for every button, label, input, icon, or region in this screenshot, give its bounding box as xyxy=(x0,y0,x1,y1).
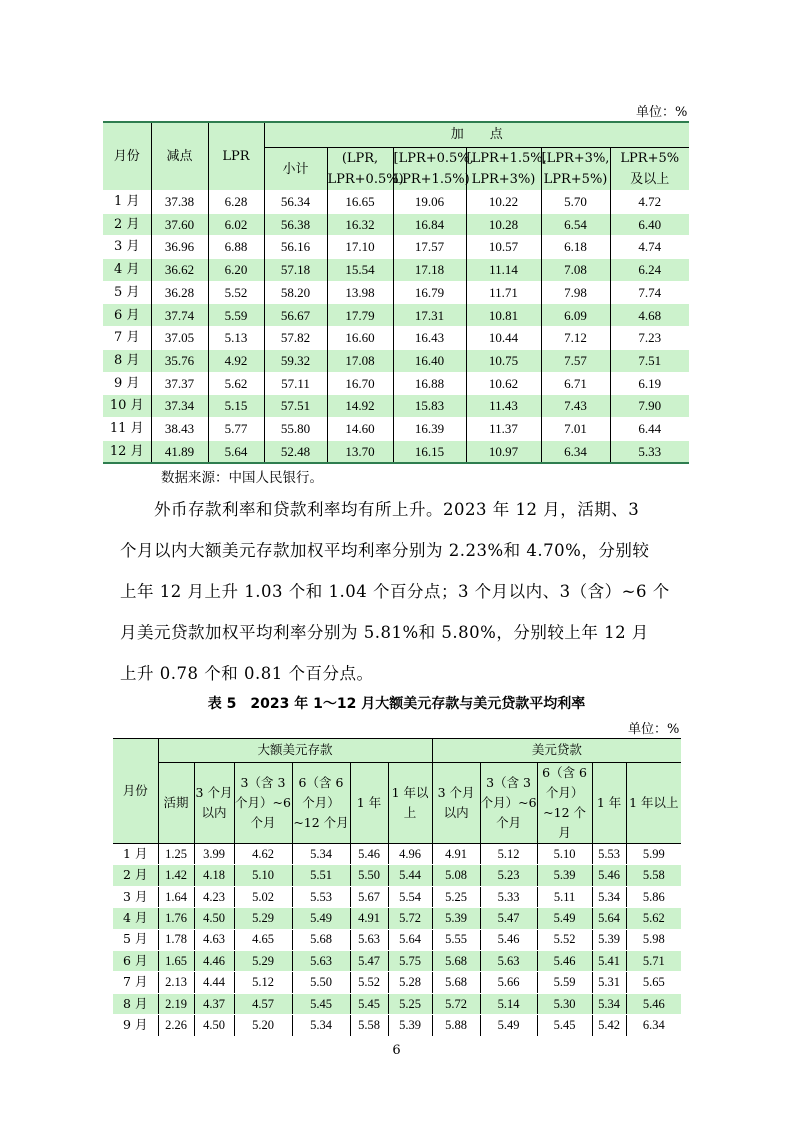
table-cell: 17.31 xyxy=(393,304,466,327)
table-cell: 4.50 xyxy=(194,1015,234,1036)
table2-unit: 单位：% xyxy=(628,722,680,737)
row-month-cell: 1 月 xyxy=(113,844,158,865)
table-cell: 4.23 xyxy=(194,886,234,907)
header-loan-over-1y: 1 年以上 xyxy=(626,763,681,844)
table-cell: 16.88 xyxy=(393,372,466,395)
table-cell: 5.46 xyxy=(537,950,592,971)
table-cell: 36.96 xyxy=(151,236,208,259)
table-cell: 5.68 xyxy=(432,972,480,993)
table-cell: 5.52 xyxy=(350,972,388,993)
table-cell: 17.57 xyxy=(393,236,466,259)
table-cell: 6.18 xyxy=(541,236,610,259)
table-cell: 6.19 xyxy=(610,372,689,395)
table-cell: 4.92 xyxy=(208,349,264,372)
table-cell: 5.46 xyxy=(626,993,681,1014)
table-cell: 6.24 xyxy=(610,259,689,282)
paragraph-line-4: 月美元贷款加权平均利率分别为 5.81%和 5.80%，分别较上年 12 月 xyxy=(120,623,649,642)
table-cell: 5.55 xyxy=(432,929,480,950)
table-cell: 6.34 xyxy=(626,1015,681,1036)
table-cell: 11.14 xyxy=(466,259,541,282)
table-cell: 4.18 xyxy=(194,865,234,886)
table-cell: 5.53 xyxy=(592,844,626,865)
table-row xyxy=(103,440,689,463)
table-cell: 5.02 xyxy=(234,886,292,907)
table-cell: 5.52 xyxy=(537,929,592,950)
table-cell: 17.10 xyxy=(327,236,393,259)
table-cell: 57.11 xyxy=(264,372,327,395)
table-cell: 7.98 xyxy=(541,281,610,304)
row-month-cell: 5 月 xyxy=(103,281,151,304)
table-cell: 4.37 xyxy=(194,993,234,1014)
table-cell: 7.57 xyxy=(541,349,610,372)
row-month-cell: 9 月 xyxy=(103,372,151,395)
table-cell: 5.12 xyxy=(234,972,292,993)
table-cell: 38.43 xyxy=(151,417,208,440)
header-range-2: [LPR+0.5%, LPR+1.5%) xyxy=(393,148,466,191)
table-cell: 5.29 xyxy=(234,908,292,929)
table-cell: 2.19 xyxy=(158,993,194,1014)
header-range-3: [LPR+1.5%, LPR+3%) xyxy=(466,148,541,191)
table-cell: 17.79 xyxy=(327,304,393,327)
header-deposit-6-12m: 6（含 6 个月）~12 个月 xyxy=(292,763,350,844)
table-cell: 5.62 xyxy=(208,372,264,395)
table-cell: 5.62 xyxy=(626,908,681,929)
table-row xyxy=(103,349,689,372)
table-cell: 5.72 xyxy=(388,908,432,929)
table-cell: 5.71 xyxy=(626,950,681,971)
table-row xyxy=(113,950,681,971)
table-cell: 10.22 xyxy=(466,191,541,214)
table-cell: 5.10 xyxy=(234,865,292,886)
table-cell: 16.60 xyxy=(327,327,393,350)
row-month-cell: 9 月 xyxy=(113,1015,158,1036)
row-month-cell: 7 月 xyxy=(103,327,151,350)
header-deposit-3m: 3 个月以内 xyxy=(194,763,234,844)
table-cell: 5.49 xyxy=(292,908,350,929)
table-cell: 55.80 xyxy=(264,417,327,440)
table-cell: 37.37 xyxy=(151,372,208,395)
table-cell: 5.45 xyxy=(537,1015,592,1036)
table-cell: 5.68 xyxy=(292,929,350,950)
table-cell: 7.08 xyxy=(541,259,610,282)
table-cell: 7.74 xyxy=(610,281,689,304)
table-cell: 7.23 xyxy=(610,327,689,350)
table-cell: 6.02 xyxy=(208,213,264,236)
table-cell: 16.39 xyxy=(393,417,466,440)
table-cell: 5.11 xyxy=(537,886,592,907)
page-number: 6 xyxy=(392,1043,401,1058)
table-cell: 16.40 xyxy=(393,349,466,372)
header-reduce: 减点 xyxy=(151,122,208,191)
table-row xyxy=(103,304,689,327)
table-cell: 14.60 xyxy=(327,417,393,440)
table1-unit: 单位：% xyxy=(636,105,688,120)
table-cell: 59.32 xyxy=(264,349,327,372)
table-row xyxy=(103,191,689,214)
table-cell: 7.43 xyxy=(541,395,610,418)
table-cell: 16.15 xyxy=(393,440,466,463)
header-loan-1y: 1 年 xyxy=(592,763,626,844)
header-deposit-1y: 1 年 xyxy=(350,763,388,844)
row-month-cell: 7 月 xyxy=(113,972,158,993)
table-cell: 5.58 xyxy=(350,1015,388,1036)
row-month-cell: 2 月 xyxy=(113,865,158,886)
table-cell: 16.65 xyxy=(327,191,393,214)
table-cell: 5.12 xyxy=(480,844,537,865)
table-cell: 4.57 xyxy=(234,993,292,1014)
lpr-spread-table xyxy=(103,121,689,464)
table-cell: 2.26 xyxy=(158,1015,194,1036)
table-cell: 6.44 xyxy=(610,417,689,440)
table-cell: 5.13 xyxy=(208,327,264,350)
table-cell: 5.33 xyxy=(610,440,689,463)
row-month-cell: 1 月 xyxy=(103,191,151,214)
table-cell: 5.66 xyxy=(480,972,537,993)
table-cell: 7.01 xyxy=(541,417,610,440)
table-cell: 5.49 xyxy=(480,1015,537,1036)
table-cell: 4.63 xyxy=(194,929,234,950)
table-cell: 4.96 xyxy=(388,844,432,865)
paragraph-line-3: 上年 12 月上升 1.03 个和 1.04 个百分点；3 个月以内、3（含）~6 个 xyxy=(120,582,670,601)
paragraph-line-1: 外币存款利率和贷款利率均有所上升。2023 年 12 月，活期、3 xyxy=(120,500,640,519)
table-cell: 5.63 xyxy=(480,950,537,971)
table-cell: 11.71 xyxy=(466,281,541,304)
row-month-cell: 4 月 xyxy=(103,259,151,282)
table-cell: 10.75 xyxy=(466,349,541,372)
table-cell: 10.97 xyxy=(466,440,541,463)
table-row xyxy=(113,972,681,993)
row-month-cell: 6 月 xyxy=(113,950,158,971)
table-row xyxy=(103,372,689,395)
row-month-cell: 3 月 xyxy=(103,236,151,259)
table-cell: 10.81 xyxy=(466,304,541,327)
row-month-cell: 5 月 xyxy=(113,929,158,950)
table-cell: 5.10 xyxy=(537,844,592,865)
table-cell: 5.65 xyxy=(626,972,681,993)
table-cell: 5.64 xyxy=(388,929,432,950)
table-cell: 57.82 xyxy=(264,327,327,350)
header-month: 月份 xyxy=(103,122,151,191)
table-cell: 13.70 xyxy=(327,440,393,463)
table-cell: 5.63 xyxy=(292,950,350,971)
row-month-cell: 4 月 xyxy=(113,908,158,929)
table2-caption: 表 5 2023 年 1～12 月大额美元存款与美元贷款平均利率 xyxy=(207,696,586,712)
table-cell: 5.64 xyxy=(208,440,264,463)
table-cell: 5.34 xyxy=(592,993,626,1014)
table-cell: 5.41 xyxy=(592,950,626,971)
row-month-cell: 6 月 xyxy=(103,304,151,327)
table-cell: 5.31 xyxy=(592,972,626,993)
table-cell: 5.99 xyxy=(626,844,681,865)
table-cell: 4.74 xyxy=(610,236,689,259)
table1-body xyxy=(103,191,689,464)
table-cell: 7.12 xyxy=(541,327,610,350)
table-row xyxy=(113,886,681,907)
table-cell: 5.46 xyxy=(592,865,626,886)
row-month-cell: 8 月 xyxy=(113,993,158,1014)
header-range-4: [LPR+3%, LPR+5%) xyxy=(541,148,610,191)
table-cell: 5.39 xyxy=(388,1015,432,1036)
table-cell: 5.98 xyxy=(626,929,681,950)
header-lpr: LPR xyxy=(208,122,264,191)
table-cell: 56.16 xyxy=(264,236,327,259)
table-cell: 5.70 xyxy=(541,191,610,214)
table-cell: 56.38 xyxy=(264,213,327,236)
table-row xyxy=(113,993,681,1014)
table-cell: 5.34 xyxy=(592,886,626,907)
table-cell: 19.06 xyxy=(393,191,466,214)
table-row xyxy=(103,236,689,259)
table-cell: 57.18 xyxy=(264,259,327,282)
header-range-5: LPR+5% 及以上 xyxy=(610,148,689,191)
table-cell: 4.62 xyxy=(234,844,292,865)
table-cell: 14.92 xyxy=(327,395,393,418)
table-cell: 3.99 xyxy=(194,844,234,865)
table-cell: 35.76 xyxy=(151,349,208,372)
table-row xyxy=(113,1015,681,1036)
header-loan-6-12m: 6（含 6 个月）~12 个月 xyxy=(537,763,592,844)
table-cell: 1.42 xyxy=(158,865,194,886)
table-cell: 5.28 xyxy=(388,972,432,993)
table-cell: 5.64 xyxy=(592,908,626,929)
header-deposit: 大额美元存款 xyxy=(158,739,432,763)
table-cell: 37.34 xyxy=(151,395,208,418)
table-cell: 11.43 xyxy=(466,395,541,418)
table-cell: 5.34 xyxy=(292,1015,350,1036)
table-cell: 4.46 xyxy=(194,950,234,971)
table-cell: 5.42 xyxy=(592,1015,626,1036)
table-cell: 5.45 xyxy=(350,993,388,1014)
table-row xyxy=(103,259,689,282)
table-cell: 5.39 xyxy=(537,865,592,886)
table-cell: 5.68 xyxy=(432,950,480,971)
header-loan-3m: 3 个月以内 xyxy=(432,763,480,844)
table-cell: 36.62 xyxy=(151,259,208,282)
table-cell: 58.20 xyxy=(264,281,327,304)
table-cell: 37.74 xyxy=(151,304,208,327)
table-cell: 37.60 xyxy=(151,213,208,236)
table-cell: 10.28 xyxy=(466,213,541,236)
table-row xyxy=(103,213,689,236)
table-cell: 2.13 xyxy=(158,972,194,993)
header-subtotal: 小计 xyxy=(264,148,327,191)
table-cell: 6.88 xyxy=(208,236,264,259)
table-cell: 5.25 xyxy=(388,993,432,1014)
table-cell: 16.84 xyxy=(393,213,466,236)
table-cell: 6.71 xyxy=(541,372,610,395)
paragraph-line-2: 个月以内大额美元存款加权平均利率分别为 2.23%和 4.70%，分别较 xyxy=(120,541,650,560)
paragraph-line-5: 上升 0.78 个和 0.81 个百分点。 xyxy=(120,664,374,683)
row-month-cell: 12 月 xyxy=(103,440,151,463)
table-cell: 5.47 xyxy=(350,950,388,971)
table-cell: 1.64 xyxy=(158,886,194,907)
table-cell: 37.05 xyxy=(151,327,208,350)
table-cell: 6.20 xyxy=(208,259,264,282)
table-cell: 10.44 xyxy=(466,327,541,350)
table-cell: 5.49 xyxy=(537,908,592,929)
table-cell: 56.67 xyxy=(264,304,327,327)
table-cell: 5.25 xyxy=(432,886,480,907)
table-row xyxy=(103,281,689,304)
table-cell: 5.63 xyxy=(350,929,388,950)
table-cell: 4.91 xyxy=(432,844,480,865)
table-cell: 4.91 xyxy=(350,908,388,929)
table-row xyxy=(103,327,689,350)
header-deposit-over-1y: 1 年以上 xyxy=(388,763,432,844)
table-cell: 10.62 xyxy=(466,372,541,395)
table-cell: 5.59 xyxy=(208,304,264,327)
table-cell: 4.72 xyxy=(610,191,689,214)
table-cell: 15.54 xyxy=(327,259,393,282)
header-add: 加 点 xyxy=(264,122,689,148)
table-cell: 5.58 xyxy=(626,865,681,886)
table-cell: 5.53 xyxy=(292,886,350,907)
table-cell: 5.86 xyxy=(626,886,681,907)
table-cell: 5.20 xyxy=(234,1015,292,1036)
table-row xyxy=(103,417,689,440)
table-cell: 5.67 xyxy=(350,886,388,907)
table-cell: 6.34 xyxy=(541,440,610,463)
table-cell: 56.34 xyxy=(264,191,327,214)
header-deposit-demand: 活期 xyxy=(158,763,194,844)
table-cell: 4.65 xyxy=(234,929,292,950)
table-row xyxy=(113,908,681,929)
table-row xyxy=(103,395,689,418)
table-cell: 6.54 xyxy=(541,213,610,236)
table-cell: 5.59 xyxy=(537,972,592,993)
table-cell: 5.39 xyxy=(432,908,480,929)
table-cell: 5.44 xyxy=(388,865,432,886)
table-cell: 5.23 xyxy=(480,865,537,886)
table-row xyxy=(113,844,681,865)
table-cell: 5.88 xyxy=(432,1015,480,1036)
table-cell: 4.68 xyxy=(610,304,689,327)
table-cell: 1.78 xyxy=(158,929,194,950)
table-cell: 5.77 xyxy=(208,417,264,440)
table-cell: 41.89 xyxy=(151,440,208,463)
table-cell: 5.52 xyxy=(208,281,264,304)
row-month-cell: 8 月 xyxy=(103,349,151,372)
table-cell: 36.28 xyxy=(151,281,208,304)
table-cell: 1.25 xyxy=(158,844,194,865)
table2-body xyxy=(113,844,681,1037)
table-row xyxy=(113,865,681,886)
table-cell: 5.33 xyxy=(480,886,537,907)
table-cell: 16.32 xyxy=(327,213,393,236)
header-range-1: (LPR, LPR+0.5%) xyxy=(327,148,393,191)
table-cell: 1.76 xyxy=(158,908,194,929)
table-cell: 17.18 xyxy=(393,259,466,282)
table-cell: 6.40 xyxy=(610,213,689,236)
header-loan: 美元贷款 xyxy=(432,739,681,763)
table-cell: 5.47 xyxy=(480,908,537,929)
table-cell: 16.70 xyxy=(327,372,393,395)
table-cell: 5.30 xyxy=(537,993,592,1014)
table-cell: 5.50 xyxy=(350,865,388,886)
table-cell: 16.79 xyxy=(393,281,466,304)
table-cell: 5.50 xyxy=(292,972,350,993)
table-cell: 5.14 xyxy=(480,993,537,1014)
table-cell: 4.50 xyxy=(194,908,234,929)
table-cell: 5.46 xyxy=(480,929,537,950)
table-cell: 13.98 xyxy=(327,281,393,304)
table-cell: 7.90 xyxy=(610,395,689,418)
table-cell: 5.54 xyxy=(388,886,432,907)
table-cell: 17.08 xyxy=(327,349,393,372)
table-cell: 10.57 xyxy=(466,236,541,259)
row-month-cell: 10 月 xyxy=(103,395,151,418)
table-cell: 5.39 xyxy=(592,929,626,950)
table-cell: 6.28 xyxy=(208,191,264,214)
table-cell: 15.83 xyxy=(393,395,466,418)
table-cell: 37.38 xyxy=(151,191,208,214)
table-cell: 1.65 xyxy=(158,950,194,971)
table-cell: 5.45 xyxy=(292,993,350,1014)
data-source-note: 数据来源：中国人民银行。 xyxy=(161,470,323,486)
header-loan-3-6m: 3（含 3 个月）~6 个月 xyxy=(480,763,537,844)
table-cell: 5.15 xyxy=(208,395,264,418)
row-month-cell: 11 月 xyxy=(103,417,151,440)
usd-rate-table xyxy=(113,738,681,1037)
table-cell: 16.43 xyxy=(393,327,466,350)
table-cell: 7.51 xyxy=(610,349,689,372)
table-cell: 5.08 xyxy=(432,865,480,886)
table-cell: 57.51 xyxy=(264,395,327,418)
table-cell: 6.09 xyxy=(541,304,610,327)
row-month-cell: 3 月 xyxy=(113,886,158,907)
row-month-cell: 2 月 xyxy=(103,213,151,236)
table-cell: 5.46 xyxy=(350,844,388,865)
header-month: 月份 xyxy=(113,739,158,844)
table-cell: 52.48 xyxy=(264,440,327,463)
table-cell: 4.44 xyxy=(194,972,234,993)
table-row xyxy=(113,929,681,950)
table-cell: 5.72 xyxy=(432,993,480,1014)
table-cell: 5.75 xyxy=(388,950,432,971)
table-cell: 5.34 xyxy=(292,844,350,865)
table-cell: 11.37 xyxy=(466,417,541,440)
table-cell: 5.29 xyxy=(234,950,292,971)
header-deposit-3-6m: 3（含 3 个月）~6 个月 xyxy=(234,763,292,844)
table-cell: 5.51 xyxy=(292,865,350,886)
